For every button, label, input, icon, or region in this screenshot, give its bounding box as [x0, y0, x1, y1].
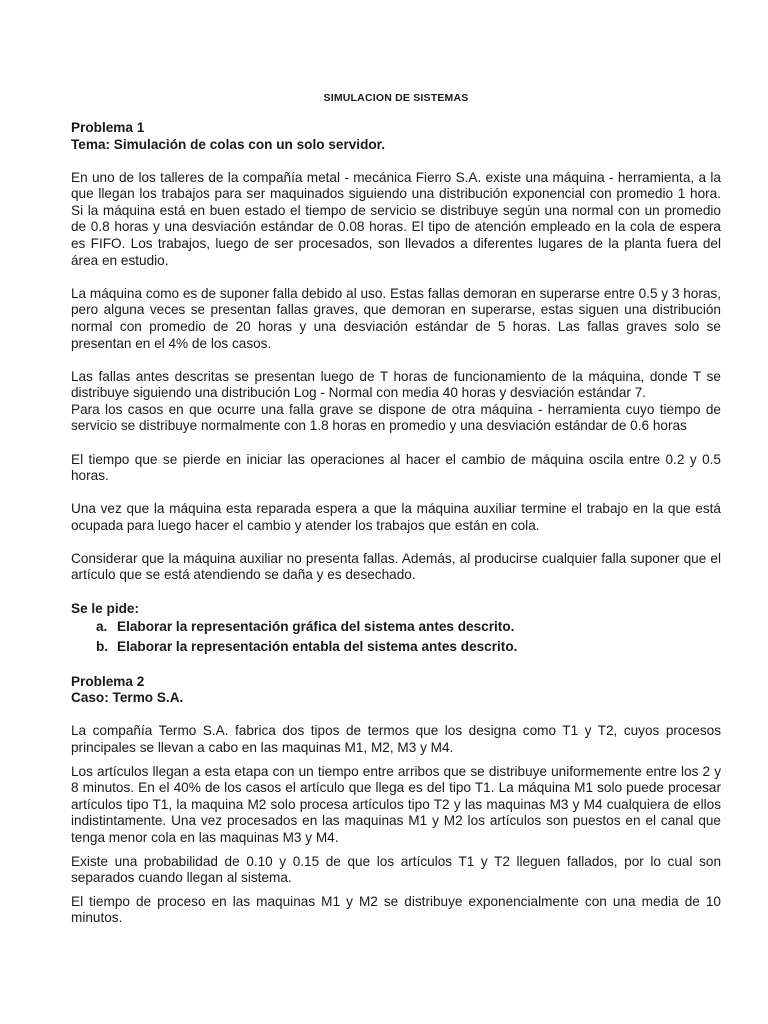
problem-1-heading: Problema 1 [71, 120, 145, 135]
problem-1-topic: Tema: Simulación de colas con un solo servidor. [71, 136, 385, 152]
list-item-text: Elaborar la representación gráfica del sistema antes descrito. [117, 619, 515, 635]
problem-1-paragraph-3a: Las fallas antes descritas se presentan luego de T horas de funcionamiento de la máquina, donde T se distribuye siguiendo una distribución Log - Normal con media 40 horas y desviación estándar 7. [71, 368, 721, 401]
problem-2-paragraph-1: La compañía Termo S.A. fabrica dos tipos de termos que los designa como T1 y T2, cuyos procesos principales se llevan a cabo en las maquinas M1, M2, M3 y M4. [71, 723, 721, 755]
problem-1-paragraph-2: La máquina como es de suponer falla debido al uso. Estas fallas demoran en superarse entre 0.5 y 3 horas, pero alguna veces se presentan fallas graves, que demoran en superarse, estas siguen una distribución normal con promedio de 20 horas y una desviación estándar de 5 horas. Las fallas graves solo se presentan en el 4% de los casos. [71, 285, 721, 351]
asks-heading: Se le pide: [71, 600, 139, 616]
list-item [71, 637, 721, 657]
problem-1-paragraph-6: Considerar que la máquina auxiliar no presenta fallas. Además, al producirse cualquier falla suponer que el artículo que se está atendiendo se daña y es desechado. [71, 550, 721, 583]
list-item-text: Elaborar la representación entabla del sistema antes descrito. [117, 639, 518, 655]
list-marker: b. [96, 639, 109, 655]
problem-1-paragraph-3b: Para los casos en que ocurre una falla grave se dispone de otra máquina - herramienta cuyo tiempo de servicio se distribuye normalmente con 1.8 horas en promedio y una desviación estándar de 0.6 horas [71, 401, 721, 434]
problem-2-paragraph-2: Los artículos llegan a esta etapa con un tiempo entre arribos que se distribuye uniformemente entre los 2 y 8 minutos. En el 40% de los casos el artículo que llega es del tipo T1. La máquina M1 solo puede procesar artículos tipo T1, la maquina M2 solo procesa artículos tipo T2 y las maquinas M3 y M4 cualquiera de ellos indistintamente. Una vez procesados en las maquinas M1 y M2 los artículos son puestos en el canal que tenga menor cola en las maquinas M3 y M4. [71, 763, 721, 845]
list-marker: a. [96, 619, 108, 635]
problem-2-paragraph-3: Existe una probabilidad de 0.10 y 0.15 de que los artículos T1 y T2 lleguen fallados, por lo cual son separados cuando llegan al sistema. [71, 853, 721, 886]
problem-2-paragraph-4: El tiempo de proceso en las maquinas M1 y M2 se distribuye exponencialmente con una media de 10 minutos. [71, 893, 721, 926]
problem-1-paragraph-4: El tiempo que se pierde en iniciar las operaciones al hacer el cambio de máquina oscila entre 0.2 y 0.5 horas. [71, 451, 721, 484]
problem-2 [71, 674, 721, 927]
problem-1-paragraph-5: Una vez que la máquina esta reparada espera a que la máquina auxiliar termine el trabajo en la que está ocupada para luego hacer el cambio y atender los trabajos que están en cola. [71, 501, 721, 533]
document-title: SIMULACION DE SISTEMAS [323, 92, 469, 104]
problem-2-case: Caso: Termo S.A. [71, 690, 184, 706]
asks-list [71, 617, 721, 657]
problem-1 [71, 120, 721, 657]
list-item [71, 617, 721, 637]
problem-1-paragraph-1: En uno de los talleres de la compañía metal - mecánica Fierro S.A. existe una máquina - herramienta, a la que llegan los trabajos para ser maquinados siguiendo una distribución exponencial con promedio 1 hora. Si la máquina está en buen estado el tiempo de servicio se distribuye según una normal con un promedio de 0.8 horas y una desviación estándar de 0.08 horas. El tipo de atención empleado en la cola de espera es FIFO. Los trabajos, luego de ser procesados, son llevados a diferentes lugares de la planta fuera del área en estudio. [71, 169, 721, 268]
problem-2-heading: Problema 2 [71, 673, 145, 689]
